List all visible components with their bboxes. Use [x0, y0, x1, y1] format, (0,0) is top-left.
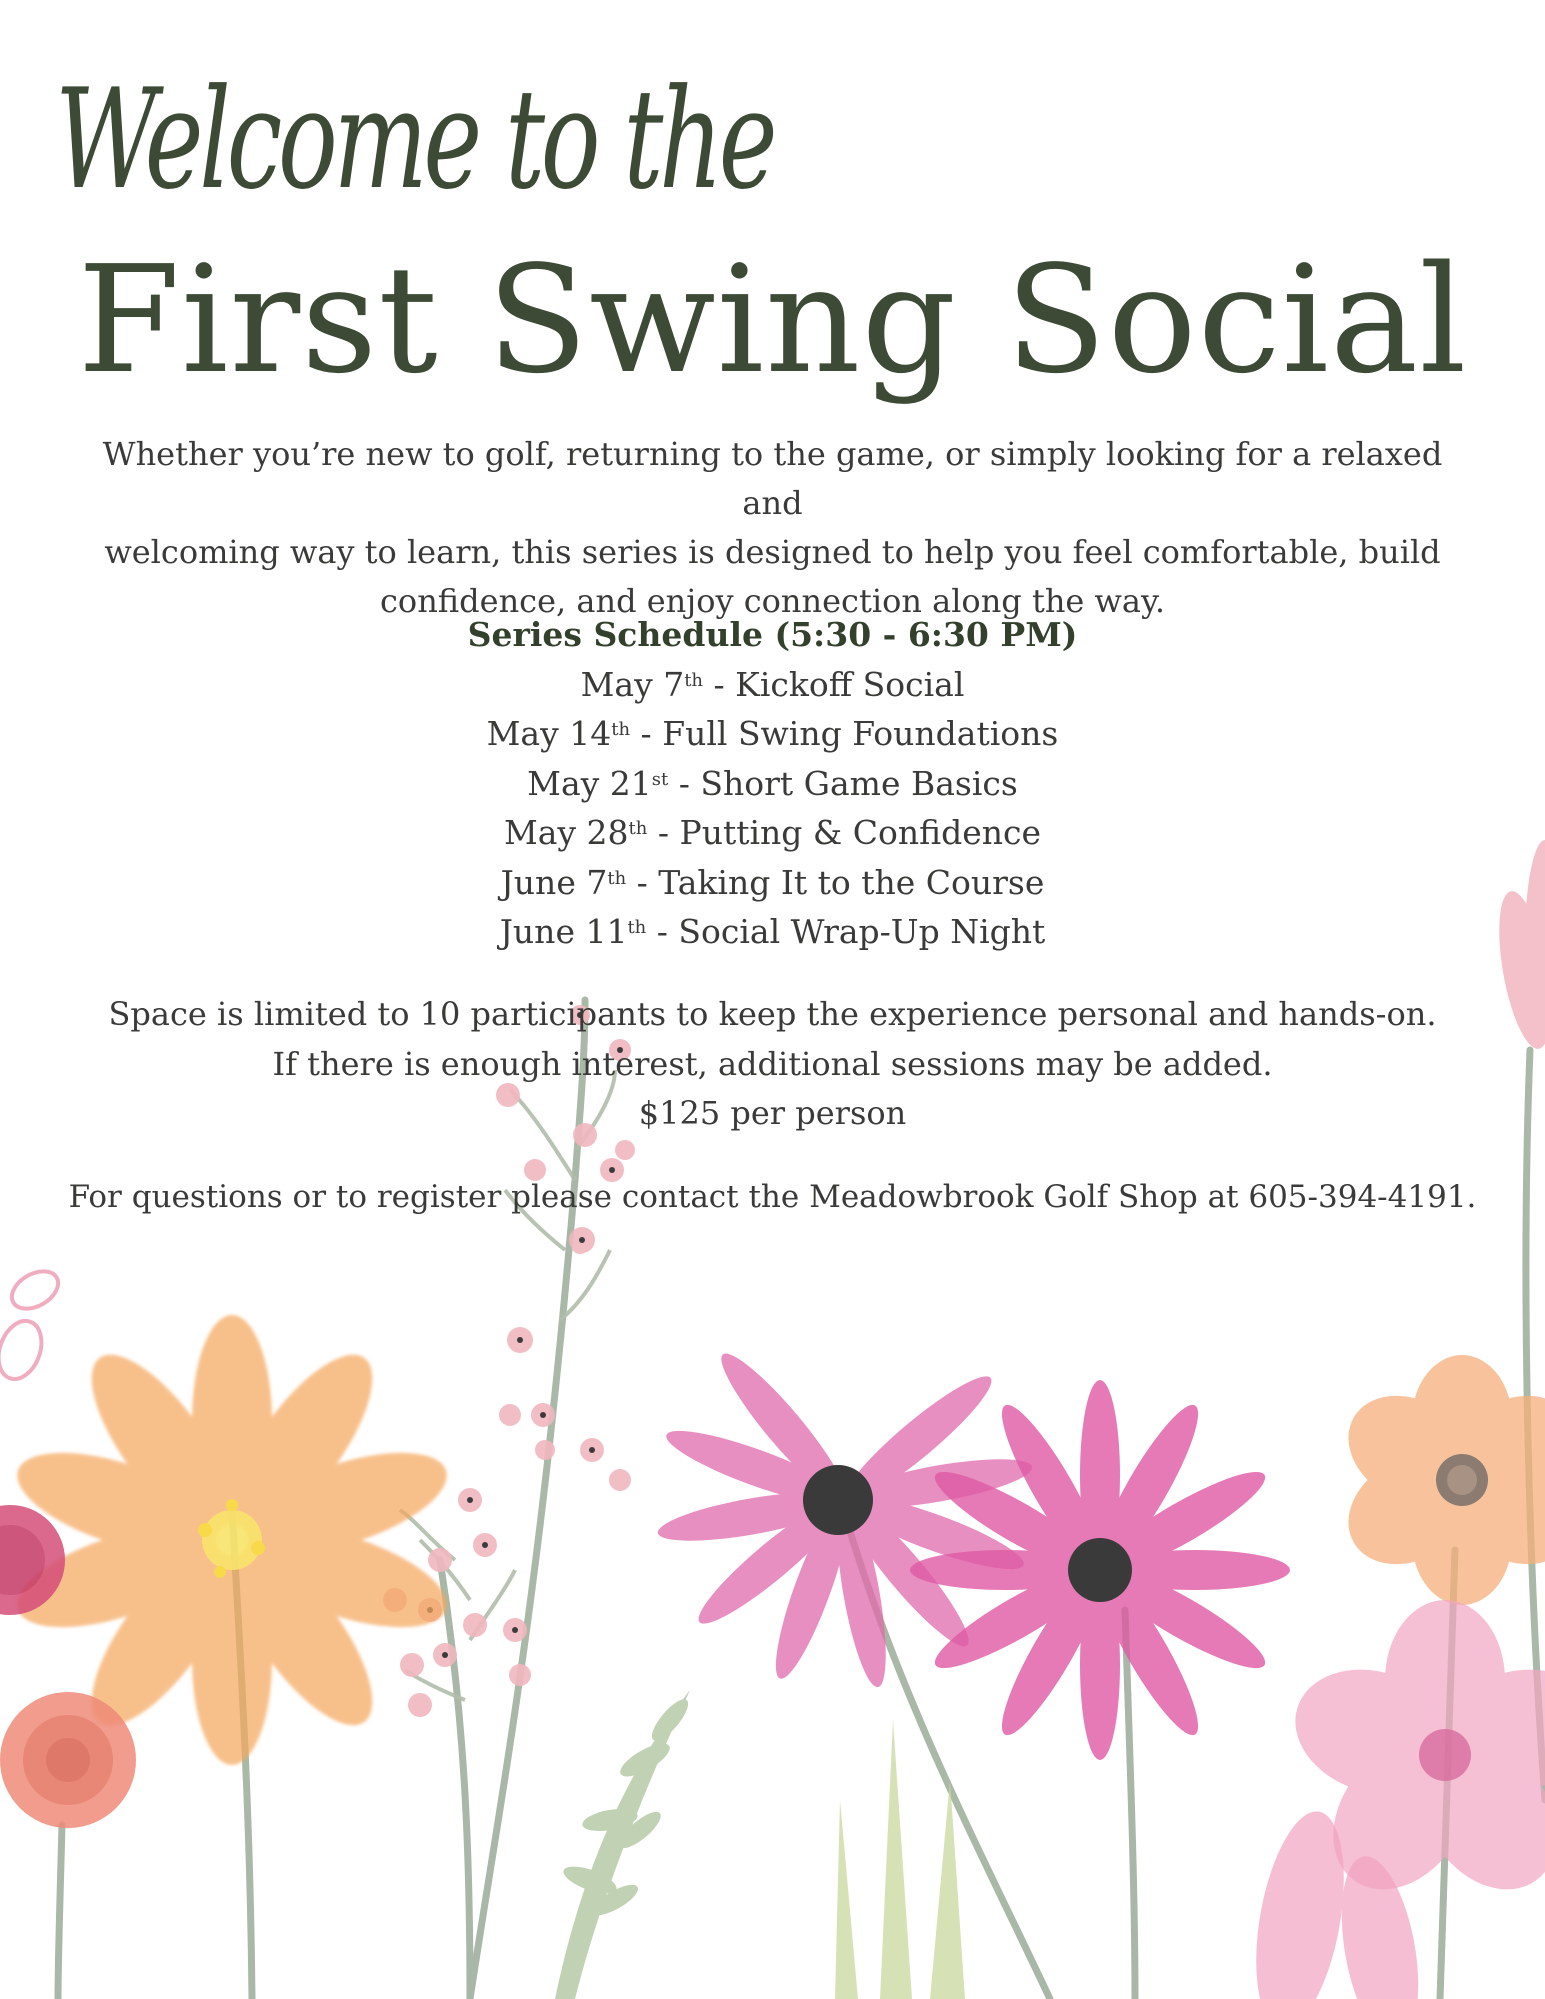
schedule-item	[300, 808, 1245, 858]
contact-text: For questions or to register please contact the Meadowbrook Golf Shop at 605-394-4191.	[68, 1179, 1477, 1215]
schedule-event: - Full Swing Foundations	[630, 714, 1059, 753]
date-suffix: th	[628, 818, 648, 839]
schedule-item	[300, 709, 1245, 759]
capacity-text: Space is limited to 10 participants to keep the experience personal and hands-on.	[108, 995, 1437, 1033]
schedule-item	[300, 660, 1245, 710]
schedule-date: May 21	[527, 763, 652, 803]
intro-paragraph	[80, 430, 1465, 626]
schedule-heading: Series Schedule (5:30 - 6:30 PM)	[467, 615, 1078, 654]
schedule-event: - Social Wrap-Up Night	[646, 912, 1046, 951]
intro-line: welcoming way to learn, this series is designed to help you feel comfortable, build	[104, 533, 1441, 571]
intro-line: Whether you’re new to golf, returning to the game, or simply looking for a relaxed and	[102, 435, 1443, 522]
date-suffix: st	[651, 768, 669, 790]
date-suffix: th	[607, 867, 627, 889]
schedule-event: - Short Game Basics	[668, 763, 1018, 803]
info-section	[60, 990, 1485, 1139]
schedule-date: May 14	[486, 714, 612, 753]
schedule-section	[300, 610, 1245, 957]
price-text: $125 per person	[638, 1094, 907, 1132]
schedule-date: June 11	[499, 912, 628, 951]
schedule-item	[300, 907, 1245, 957]
intro-line: confidence, and enjoy connection along the way.	[380, 582, 1165, 620]
schedule-item	[300, 858, 1245, 908]
date-suffix: th	[611, 719, 631, 740]
date-suffix: th	[684, 669, 704, 691]
sessions-text: If there is enough interest, additional sessions may be added.	[272, 1044, 1273, 1083]
schedule-event: - Kickoff Social	[703, 664, 965, 704]
date-suffix: th	[627, 917, 647, 938]
script-heading: Welcome to the	[55, 59, 774, 220]
schedule-event: - Taking It to the Course	[626, 862, 1045, 902]
page-title: First Swing Social	[77, 234, 1468, 406]
schedule-date: May 28	[503, 813, 629, 852]
schedule-date: June 7	[500, 862, 608, 902]
schedule-date: May 7	[580, 664, 685, 704]
schedule-event: - Putting & Confidence	[647, 813, 1042, 852]
schedule-item	[300, 759, 1245, 809]
